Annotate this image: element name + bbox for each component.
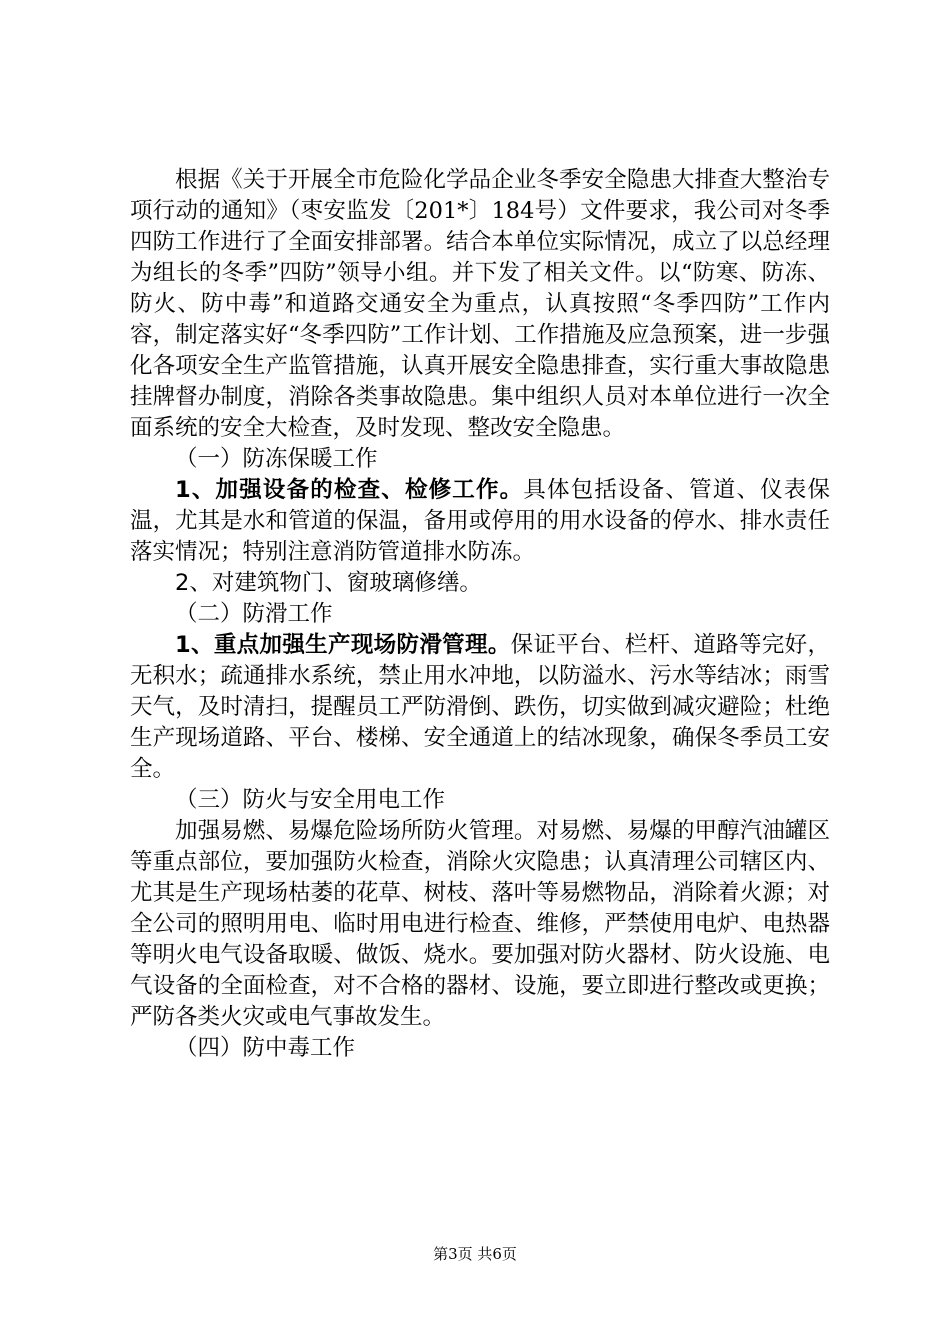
section-1-item-1-text: 具体包括设备、管道、仪表保温，尤其是水和管道的保温，备用或停用的用水设备的停水、排水责任落实情况；特别注意消防管道排水防冻。 [130,477,830,565]
section-heading-2: （二）防滑工作 [175,601,333,627]
section-3-paragraph: 加强易燃、易爆危险场所防火管理。对易燃、易爆的甲醇汽油罐区等重点部位，要加强防火检查，消除火灾隐患；认真清理公司辖区内、尤其是生产现场枯萎的花草、树枝、落叶等易燃物品，消除着火源；对全公司的照明用电、临时用电进行检查、维修，严禁使用电炉、电热器等明火电气设备取暖、做饭、烧水。要加强对防火器材、防火设施、电气设备的全面检查，对不合格的器材、设施，要立即进行整改或更换；严防各类火灾或电气事故发生。 [130,818,830,1030]
section-1-item-1-lead: 1、加强设备的检查、检修工作。 [175,477,524,503]
page-footer: 第3页 共6页 [433,1245,517,1263]
section-1-item-1 [130,475,830,568]
section-heading-1: （一）防冻保暖工作 [175,446,378,472]
section-heading-3: （三）防火与安全用电工作 [175,787,446,813]
section-1-item-2: 2、对建筑物门、窗玻璃修缮。 [175,570,482,596]
section-2-item-1-text: 保证平台、栏杆、道路等完好，无积水；疏通排水系统，禁止用水冲地，以防溢水、污水等结冰；雨雪天气，及时清扫，提醒员工严防滑倒、跌伤，切实做到减灾避险；杜绝生产现场道路、平台、楼梯、安全通道上的结冰现象，确保冬季员工安全。 [130,632,830,782]
section-heading-4: （四）防中毒工作 [175,1035,356,1061]
section-2-item-1 [130,630,830,785]
document-body [130,165,830,1064]
intro-paragraph: 根据《关于开展全市危险化学品企业冬季安全隐患大排查大整治专项行动的通知》（枣安监发〔201*〕184号）文件要求，我公司对冬季四防工作进行了全面安排部署。结合本单位实际情况，成立了以总经理为组长的冬季”四防”领导小组。并下发了相关文件。以“防寒、防冻、防火、防中毒”和道路交通安全为重点，认真按照“冬季四防”工作内容，制定落实好“冬季四防”工作计划、工作措施及应急预案，进一步强化各项安全生产监管措施，认真开展安全隐患排查，实行重大事故隐患挂牌督办制度，消除各类事故隐患。集中组织人员对本单位进行一次全面系统的安全大检查，及时发现、整改安全隐患。 [130,167,830,441]
section-2-item-1-lead: 1、重点加强生产现场防滑管理。 [175,632,511,658]
